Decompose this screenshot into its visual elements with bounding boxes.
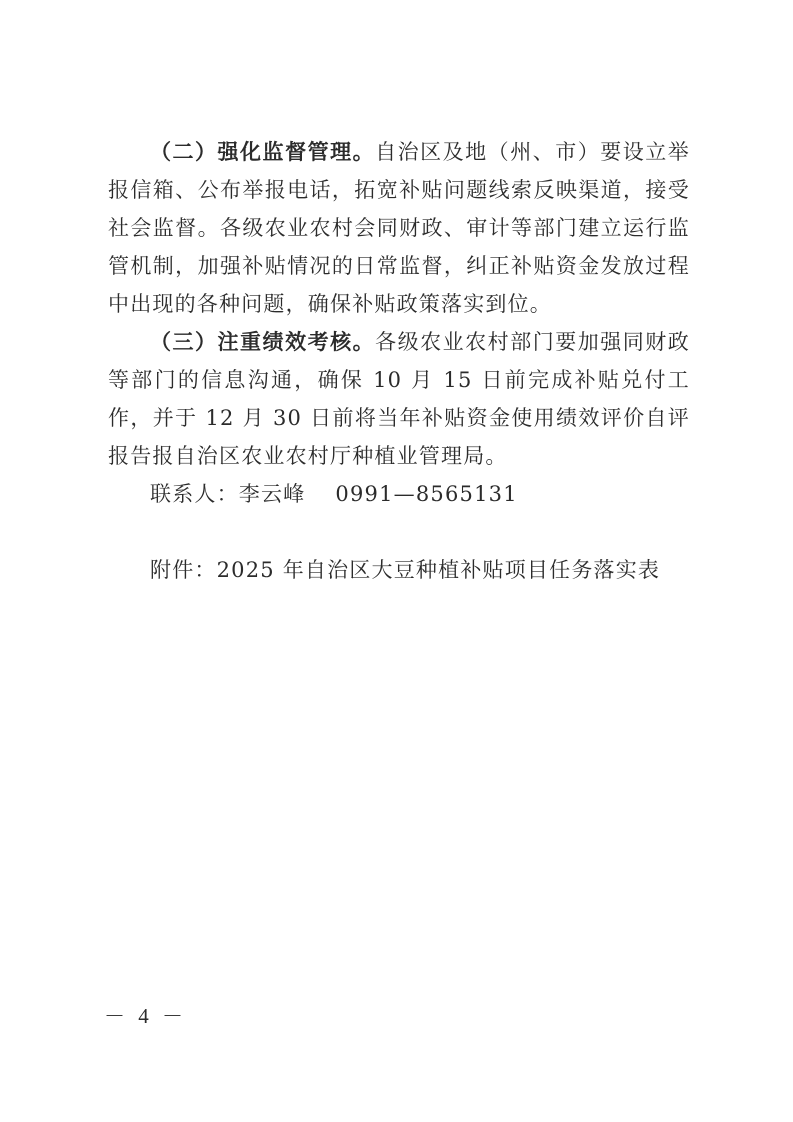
contact-phone: 0991—8565131: [335, 482, 518, 506]
document-body: [108, 133, 690, 589]
paragraph-performance: [108, 323, 690, 475]
contact-person: 联系人：李云峰: [150, 482, 306, 506]
paragraph-performance-text: 各级农业农村部门要加强同财政等部门的信息沟通，确保 10 月 15 日前完成补贴兑付工作，并于 12 月 30 日前将当年补贴资金使用绩效评价自评报告报自治区农业农村厅种植业管理局。: [108, 330, 690, 468]
heading-performance: （三）注重绩效考核。: [150, 329, 376, 354]
paragraph-supervision: [108, 133, 690, 323]
attachment-line: 附件：2025 年自治区大豆种植补贴项目任务落实表: [150, 558, 661, 582]
page-number: － 4 －: [104, 1004, 187, 1028]
paragraph-supervision-text: 自治区及地（州、市）要设立举报信箱、公布举报电话，拓宽补贴问题线索反映渠道，接受社会监督。各级农业农村会同财政、审计等部门建立运行监管机制，加强补贴情况的日常监督，纠正补贴资金发放过程中出现的各种问题，确保补贴政策落实到位。: [108, 140, 690, 316]
heading-supervision: （二）强化监督管理。: [150, 139, 376, 164]
contact-line: [108, 475, 690, 513]
